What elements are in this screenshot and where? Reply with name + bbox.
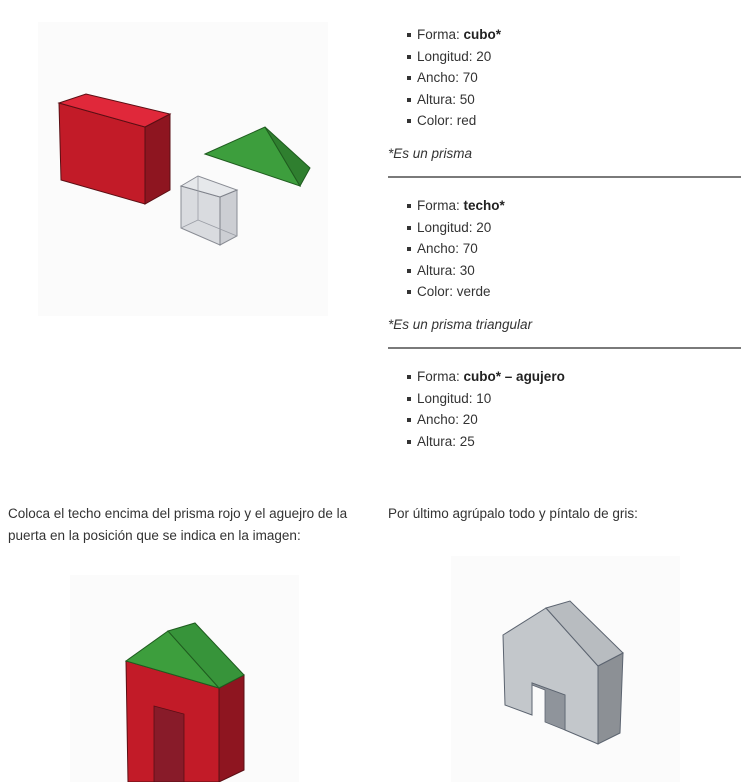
shape-1-prop: Ancho: 70 [388,67,501,89]
shape-3-forma-value: cubo* – agujero [463,369,565,384]
hole-cube-side [220,190,237,245]
shape-2-prop: Color: verde [388,281,505,303]
figure-assembled-house [70,575,299,782]
shape-2-prop: Ancho: 70 [388,238,505,260]
house-side [219,675,244,782]
assembled-house-illustration [70,575,299,782]
shape-3-prop: Longitud: 10 [388,388,565,410]
instruction-right: Por último agrúpalo todo y píntalo de gris: [388,506,638,521]
shape-1-properties [388,24,501,132]
shape-2-note: *Es un prisma triangular [388,317,533,332]
shape-2-prop: Longitud: 20 [388,217,505,239]
shape-3-prop: Ancho: 20 [388,409,565,431]
shape-2-forma: Forma: techo* [388,195,505,217]
house-door [154,706,184,782]
gray-house-illustration [451,556,680,782]
shape-1-prop: Altura: 50 [388,89,501,111]
parts-illustration [38,22,328,316]
shape-2-forma-value: techo* [463,198,505,213]
figure-gray-house [451,556,680,782]
shape-2-properties [388,195,505,303]
shape-1-note: *Es un prisma [388,146,473,161]
shape-1-forma-value: cubo* [463,27,502,42]
divider [388,176,741,178]
instruction-left: Coloca el techo encima del prisma rojo y el aguejro de la puerta en la posición que se indica en la imagen: [8,506,348,543]
shape-1-prop: Longitud: 20 [388,46,501,68]
shape-3-prop: Altura: 25 [388,431,565,453]
gray-house-side [598,653,623,744]
shape-3-forma: Forma: cubo* – agujero [388,366,565,388]
red-box-side [145,114,170,204]
figure-parts [38,22,328,316]
shape-1-forma: Forma: cubo* [388,24,501,46]
shape-3-properties [388,366,565,452]
shape-1-prop: Color: red [388,110,501,132]
divider [388,347,741,349]
shape-2-prop: Altura: 30 [388,260,505,282]
